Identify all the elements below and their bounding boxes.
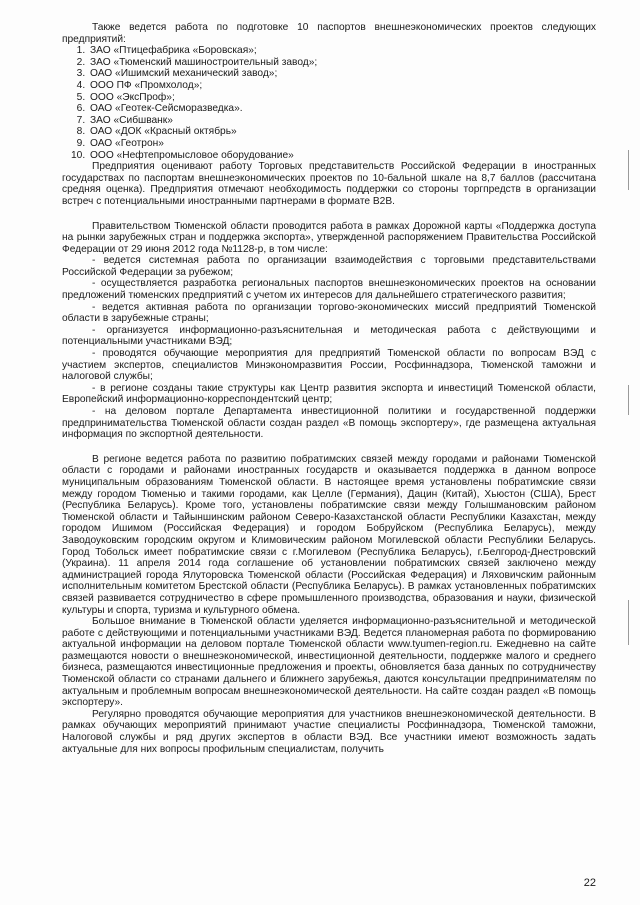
list-item: 6. ОАО «Геотек-Сейсморазведка». [88,103,596,115]
list-item: 4. ООО ПФ «Промхолод»; [88,80,596,92]
evaluation-paragraph: Предприятия оценивают работу Торговых представительств Российской Федерации в иностранных государствах по паспортам внешнеэкономических проектов по 10-бальной шкале на 8,7 баллов (рассчитана средняя оценка). Предприятия отмечают необходимость поддержки со стороны торгпредств в организации встреч с потенциальными иностранными партнерами в формате B2B. [62,161,596,207]
twinning-paragraph: В регионе ведется работа по развитию побратимских связей между городами и районами Тюменской области с городами и районами иностранных государств и оказывается поддержка в данном вопросе муниципальным образованиям Тюменской области. В настоящее время установлены побратимские связи между городом Тюменью и такими городами, как Целле (Германия), Дацин (Китай), Хьюстон (США), Брест (Республика Беларусь). Кроме того, установлены побратимские связи между Голышмановским районом Тюменской области и Тайыншинским районом Северо-Казахстанской области Республики Казахстан, между городом Ишимом (Российская Федерация) и городом Бобруйском (Республика Беларусь), между Заводоуковским городским округом и Климовическим районом Могилевской области Республики Беларусь. Город Тобольск имеет побратимские связи с г.Могилевом (Республика Беларусь), г.Белгород-Днестровский (Украина). 11 апреля 2014 года соглашение об установлении побратимских связей заключено между администрацией города Ялуторовска Тюменской области (Российская Федерация) и Ляховичским районным исполнительным комитетом Брестской области (Республика Беларусь). В рамках установленных побратимских связей развивается сотрудничество в сфере промышленного производства, образования и науки, физической культуры и спорта, туризма и культурного обмена. [62,453,596,616]
list-item: 5. ООО «ЭксПроф»; [88,92,596,104]
list-item: 9. ОАО «Геотрон» [88,138,596,150]
training-paragraph: Регулярно проводятся обучающие мероприятия для участников внешнеэкономической деятельности. В рамках обучающих мероприятий принимают участие специалисты Росфиннадзора, Тюменской таможни, Налоговой службы и ряд других экспертов в области ВЭД. Все участники имеют возможность задать актуальные для них вопросы профильным специалистам, получить [62,708,596,755]
intro-paragraph: Также ведется работа по подготовке 10 паспортов внешнеэкономических проектов следующих предприятий: [62,22,596,45]
list-item: 10. ООО «Нефтепромысловое оборудование» [88,150,596,162]
scan-margin-mark [628,600,629,645]
bullet-paragraph: - осуществляется разработка региональных паспортов внешнеэкономических проектов на основании предложений тюменских предприятий с учетом их интересов для дальнейшего стратегического развития; [62,278,596,302]
scan-margin-mark [628,150,629,190]
attention-paragraph: Большое внимание в Тюменской области уделяется информационно-разъяснительной и методической работе с действующими и потенциальными участниками ВЭД. Ведется планомерная работа по формированию актуальной информации на деловом портале Тюменской области www.tyumen-region.ru. Ежедневно на сайте размещаются новости о внешнеэкономической, инвестиционной деятельности, поддержке малого и среднего бизнеса, размещаются инвестиционные предложения и проекты, обновляется база данных по сотрудничеству Тюменской области со странами дальнего и ближнего зарубежья, даются консультации предпринимателям по актуальным и проблемным вопросам внешнеэкономической деятельности. На сайте создан раздел «В помощь экспортеру». [62,616,596,709]
bullet-paragraph: - организуется информационно-разъяснительная и методическая работа с действующими и потенциальными участниками ВЭД; [62,324,596,348]
roadmap-paragraph: Правительством Тюменской области проводится работа в рамках Дорожной карты «Поддержка доступа на рынки зарубежных стран и поддержка экспорта», утвержденной распоряжением Правительства Российской Федерации от 29 июня 2012 года №1128-р, в том числе: [62,220,596,255]
list-item: 2. ЗАО «Тюменский машиностроительный завод»; [88,57,596,69]
list-item: 7. ЗАО «Сибшванк» [88,115,596,127]
bullet-paragraph: - ведется активная работа по организации торгово-экономических миссий предприятий Тюменской области в зарубежные страны; [62,301,596,325]
list-item: 1. ЗАО «Птицефабрика «Боровская»; [88,45,596,57]
page-number: 22 [583,877,596,889]
bullet-paragraph: - на деловом портале Департамента инвестиционной политики и государственной поддержки предпринимательства Тюменской области создан раздел «В помощь экспортеру», где размещена актуальная информация по экспортной деятельности. [62,406,596,441]
scan-margin-mark [628,385,629,415]
enterprise-list [62,45,596,161]
bullet-paragraph: - в регионе созданы такие структуры как Центр развития экспорта и инвестиций Тюменской области, Европейский информационно-корреспондентский центр; [62,382,596,406]
list-item: 3. ОАО «Ишимский механический завод»; [88,68,596,80]
bullet-paragraph: - проводятся обучающие мероприятия для предприятий Тюменской области по вопросам ВЭД с участием экспертов, специалистов Минэкономразвития России, Росфиннадзора, Тюменской таможни и налоговой службы; [62,348,596,383]
page-body [62,22,596,755]
bullet-paragraph: - ведется системная работа по организации взаимодействия с торговыми представительствами Российской Федерации за рубежом; [62,255,596,278]
list-item: 8. ОАО «ДОК «Красный октябрь» [88,126,596,138]
